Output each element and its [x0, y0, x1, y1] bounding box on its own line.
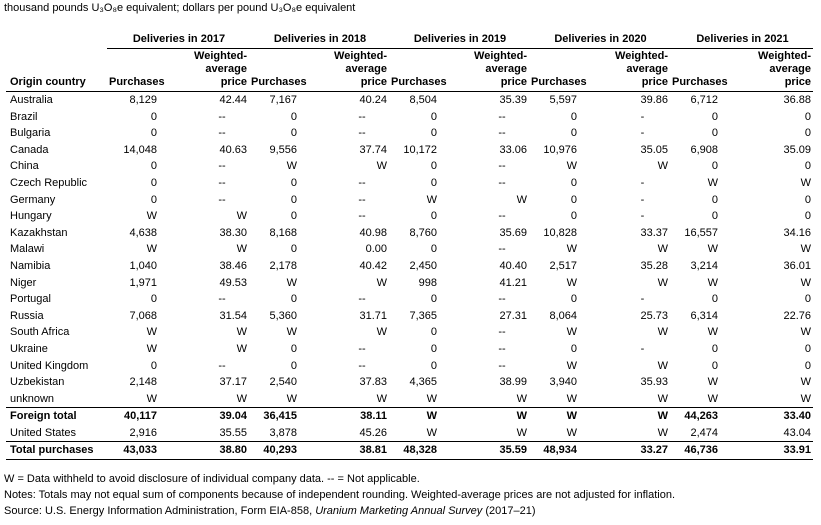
year-header-2021: Deliveries in 2021 [670, 30, 813, 49]
price-cell: 35.28 [640, 259, 668, 272]
purchases-cell: W [146, 392, 157, 405]
price-cell: W [516, 193, 527, 206]
price-cell: W [376, 276, 387, 289]
purchases-cell: W [566, 243, 577, 256]
origin-country-cell: Namibia [10, 259, 51, 272]
purchases-cell: 14,048 [123, 143, 157, 156]
purchases-cell: 0 [570, 210, 577, 223]
origin-country-cell: Australia [10, 94, 53, 106]
purchases-cell: 0 [290, 210, 297, 223]
table-row [6, 92, 813, 109]
table-row [6, 275, 813, 292]
foreign-total-row [6, 408, 813, 425]
price-cell: -- [218, 160, 226, 173]
purchases-cell: W [707, 243, 718, 256]
purchases-cell: 0 [570, 342, 577, 355]
price-cell: 0.00 [365, 243, 387, 256]
purchases-cell: W [707, 176, 718, 189]
price-cell: 41.21 [499, 276, 527, 289]
price-cell: W [800, 176, 811, 189]
price-cell: W [236, 326, 247, 339]
purchases-cell: 36,415 [249, 408, 317, 425]
price-cell: - [640, 193, 645, 206]
price-cell: 31.54 [219, 309, 247, 322]
purchases-cell: 0 [290, 342, 297, 355]
purchases-cell: W [146, 243, 157, 256]
origin-country-cell: Bulgaria [10, 127, 51, 140]
origin-country-cell: United States [10, 426, 77, 439]
year-header-2017: Deliveries in 2017 [107, 30, 249, 49]
weighted-average-price-header: Weighted- average price [597, 49, 670, 92]
weighted-average-price-header: Weighted- average price [738, 49, 813, 92]
price-cell: -- [218, 110, 226, 123]
purchases-cell: 0 [150, 110, 157, 123]
purchases-cell: W [566, 160, 577, 173]
price-cell: 22.76 [783, 309, 811, 322]
purchases-cell: 0 [150, 193, 157, 206]
price-cell: 35.39 [499, 94, 527, 106]
weighted-average-price-header: Weighted- average price [317, 49, 389, 92]
purchases-cell: 8,129 [129, 94, 157, 106]
purchases-cell: 0 [430, 342, 437, 355]
total-purchases-row [6, 442, 813, 460]
table-row [6, 324, 813, 341]
purchases-cell: 16,557 [684, 226, 718, 239]
price-cell: -- [498, 342, 506, 355]
price-cell: 0 [804, 193, 811, 206]
price-cell: W [376, 326, 387, 339]
purchases-cell: 48,328 [389, 442, 457, 460]
purchases-cell: 0 [290, 359, 297, 372]
purchases-header: Purchases [389, 49, 457, 92]
price-cell: 37.74 [359, 143, 387, 156]
purchases-cell: W [707, 376, 718, 389]
purchases-cell: W [389, 408, 457, 425]
purchases-cell: 40,293 [249, 442, 317, 460]
price-cell: -- [358, 359, 366, 372]
price-cell: 0 [804, 210, 811, 223]
units-caption: thousand pounds U₃O₈e equivalent; dollars per pound U₃O₈e equivalent [4, 2, 356, 14]
purchases-cell: 10,976 [543, 143, 577, 156]
purchases-cell: W [566, 426, 577, 439]
price-cell: 35.59 [457, 442, 529, 460]
origin-country-cell: Germany [10, 193, 56, 206]
table-row [6, 391, 813, 408]
price-cell: 0 [804, 160, 811, 173]
price-cell: 0 [804, 127, 811, 140]
price-cell: W [800, 392, 811, 405]
uranium-purchases-table [6, 30, 813, 460]
purchases-cell: W [426, 193, 437, 206]
price-cell: W [376, 392, 387, 405]
table-row [6, 341, 813, 358]
purchases-cell: 46,736 [670, 442, 738, 460]
price-cell: 43.04 [783, 426, 811, 439]
table-row [6, 158, 813, 175]
purchases-cell: 0 [711, 160, 718, 173]
purchases-cell: 0 [150, 176, 157, 189]
purchases-cell: 48,934 [529, 442, 597, 460]
purchases-cell: 5,597 [549, 94, 577, 106]
purchases-cell: 0 [711, 210, 718, 223]
purchases-cell: W [286, 392, 297, 405]
purchases-cell: 0 [711, 342, 718, 355]
price-cell: - [640, 110, 645, 123]
purchases-cell: 0 [711, 359, 718, 372]
price-cell: 40.42 [359, 259, 387, 272]
purchases-cell: 2,474 [690, 426, 718, 439]
purchases-header: Purchases [670, 49, 738, 92]
purchases-cell: 3,878 [269, 426, 297, 439]
price-cell: -- [358, 127, 366, 140]
price-cell: W [457, 408, 529, 425]
year-header-row [6, 30, 813, 49]
price-cell: - [640, 176, 645, 189]
purchases-cell: W [426, 426, 437, 439]
price-cell: 38.11 [317, 408, 389, 425]
price-cell: 38.81 [317, 442, 389, 460]
purchases-cell: 0 [430, 160, 437, 173]
purchases-cell: 998 [418, 276, 437, 289]
price-cell: - [640, 127, 645, 140]
price-cell: W [657, 426, 668, 439]
origin-country-cell: South Africa [10, 326, 70, 339]
origin-country-cell: Ukraine [10, 342, 48, 355]
footnote-withheld: W = Data withheld to avoid disclosure of individual company data. -- = Not applicable. [4, 473, 420, 485]
table-row [6, 241, 813, 258]
origin-country-cell: Hungary [10, 210, 52, 223]
price-cell: 38.46 [219, 259, 247, 272]
purchases-cell: W [566, 392, 577, 405]
purchases-cell: 8,504 [409, 94, 437, 106]
column-header-row [6, 49, 813, 92]
price-cell: 38.80 [177, 442, 249, 460]
purchases-cell: W [529, 408, 597, 425]
purchases-cell: 6,908 [690, 143, 718, 156]
origin-country-cell: China [10, 160, 39, 173]
purchases-cell: W [566, 326, 577, 339]
table-row [6, 225, 813, 242]
price-cell: 35.09 [783, 143, 811, 156]
purchases-cell: 0 [711, 293, 718, 306]
price-cell: -- [498, 110, 506, 123]
purchases-cell: 0 [290, 176, 297, 189]
origin-country-cell: Kazakhstan [10, 226, 68, 239]
price-cell: 37.83 [359, 376, 387, 389]
purchases-cell: 6,314 [690, 309, 718, 322]
purchases-cell: 0 [290, 110, 297, 123]
purchases-cell: 0 [711, 127, 718, 140]
purchases-cell: 0 [290, 127, 297, 140]
price-cell: -- [218, 193, 226, 206]
purchases-cell: 2,540 [269, 376, 297, 389]
price-cell: 39.04 [177, 408, 249, 425]
purchases-cell: 10,828 [543, 226, 577, 239]
origin-country-cell: Uzbekistan [10, 376, 65, 389]
origin-country-cell: Czech Republic [10, 176, 88, 189]
price-cell: 49.53 [219, 276, 247, 289]
price-cell: 0 [804, 359, 811, 372]
price-cell: W [800, 376, 811, 389]
purchases-cell: 7,068 [129, 309, 157, 322]
price-cell: W [657, 359, 668, 372]
purchases-cell: W [707, 276, 718, 289]
purchases-cell: 0 [430, 243, 437, 256]
purchases-cell: W [146, 326, 157, 339]
purchases-cell: 44,263 [670, 408, 738, 425]
purchases-cell: 3,214 [690, 259, 718, 272]
price-cell: - [640, 342, 645, 355]
price-cell: -- [218, 293, 226, 306]
purchases-cell: 1,040 [129, 259, 157, 272]
price-cell: W [236, 342, 247, 355]
purchases-cell: 2,148 [129, 376, 157, 389]
table-row [6, 291, 813, 308]
price-cell: W [800, 276, 811, 289]
weighted-average-price-header: Weighted- average price [457, 49, 529, 92]
purchases-cell: 0 [150, 359, 157, 372]
price-cell: -- [498, 243, 506, 256]
purchases-cell: 0 [570, 176, 577, 189]
purchases-cell: W [707, 392, 718, 405]
price-cell: 25.73 [640, 309, 668, 322]
price-cell: W [516, 426, 527, 439]
purchases-cell: W [146, 210, 157, 223]
purchases-cell: 8,760 [409, 226, 437, 239]
price-cell: 37.17 [219, 376, 247, 389]
purchases-cell: 0 [430, 359, 437, 372]
purchases-cell: 4,638 [129, 226, 157, 239]
price-cell: 33.27 [597, 442, 670, 460]
price-cell: 27.31 [499, 309, 527, 322]
price-cell: -- [498, 359, 506, 372]
purchases-header: Purchases [107, 49, 177, 92]
price-cell: W [597, 408, 670, 425]
purchases-cell: 0 [570, 193, 577, 206]
price-cell: -- [358, 176, 366, 189]
purchases-cell: 0 [430, 293, 437, 306]
origin-country-cell: Malawi [10, 243, 45, 256]
price-cell: -- [358, 110, 366, 123]
price-cell: 45.26 [359, 426, 387, 439]
purchases-cell: 0 [570, 127, 577, 140]
year-header-2019: Deliveries in 2019 [389, 30, 529, 49]
table-row [6, 358, 813, 375]
price-cell: -- [498, 326, 506, 339]
purchases-cell: 0 [150, 127, 157, 140]
purchases-cell: 0 [430, 176, 437, 189]
price-cell: -- [218, 176, 226, 189]
origin-country-cell: unknown [10, 392, 55, 405]
origin-country-cell: Russia [10, 309, 44, 322]
purchases-cell: 0 [430, 326, 437, 339]
price-cell: -- [358, 193, 366, 206]
year-header-2020: Deliveries in 2020 [529, 30, 670, 49]
table-row [6, 258, 813, 275]
purchases-cell: 0 [150, 160, 157, 173]
purchases-cell: W [707, 326, 718, 339]
purchases-cell: 0 [430, 110, 437, 123]
price-cell: 0 [804, 293, 811, 306]
purchases-cell: W [566, 359, 577, 372]
purchases-cell: 0 [570, 293, 577, 306]
price-cell: -- [358, 293, 366, 306]
price-cell: 0 [804, 110, 811, 123]
purchases-cell: 8,168 [269, 226, 297, 239]
price-cell: 35.69 [499, 226, 527, 239]
price-cell: W [236, 210, 247, 223]
purchases-cell: 2,916 [129, 426, 157, 439]
origin-country-header: Origin country [6, 49, 107, 92]
price-cell: 33.91 [738, 442, 813, 460]
purchases-cell: 0 [570, 110, 577, 123]
united-states-row [6, 425, 813, 442]
price-cell: 36.88 [783, 94, 811, 106]
purchases-cell: 2,178 [269, 259, 297, 272]
price-cell: -- [498, 210, 506, 223]
price-cell: 42.44 [219, 94, 247, 106]
table-row [6, 374, 813, 391]
footnote-source: Source: U.S. Energy Information Administration, Form EIA-858, Uranium Marketing Annual Survey (2017–21) [4, 505, 536, 517]
price-cell: 40.98 [359, 226, 387, 239]
purchases-cell: 2,517 [549, 259, 577, 272]
purchases-cell: W [286, 276, 297, 289]
price-cell: -- [358, 342, 366, 355]
purchases-cell: 4,365 [409, 376, 437, 389]
purchases-cell: 0 [711, 110, 718, 123]
year-header-2018: Deliveries in 2018 [249, 30, 389, 49]
purchases-cell: 0 [430, 127, 437, 140]
price-cell: 39.86 [640, 94, 668, 106]
price-cell: 34.16 [783, 226, 811, 239]
purchases-header: Purchases [529, 49, 597, 92]
weighted-average-price-header: Weighted- average price [177, 49, 249, 92]
origin-country-cell: Portugal [10, 293, 51, 306]
origin-country-cell: Foreign total [6, 408, 107, 425]
origin-country-cell: Canada [10, 143, 49, 156]
price-cell: -- [498, 127, 506, 140]
purchases-cell: 2,450 [409, 259, 437, 272]
price-cell: W [236, 392, 247, 405]
purchases-cell: W [286, 160, 297, 173]
table-row [6, 175, 813, 192]
purchases-cell: 5,360 [269, 309, 297, 322]
price-cell: -- [358, 210, 366, 223]
purchases-cell: 8,064 [549, 309, 577, 322]
price-cell: 40.63 [219, 143, 247, 156]
table-row [6, 208, 813, 225]
origin-country-cell: Total purchases [6, 442, 107, 460]
purchases-cell: 0 [290, 293, 297, 306]
price-cell: 35.55 [219, 426, 247, 439]
purchases-cell: 3,940 [549, 376, 577, 389]
price-cell: - [640, 210, 645, 223]
purchases-cell: W [566, 276, 577, 289]
price-cell: 36.01 [783, 259, 811, 272]
price-cell: - [640, 293, 645, 306]
table-body [6, 92, 813, 460]
price-cell: W [657, 326, 668, 339]
price-cell: 40.40 [499, 259, 527, 272]
purchases-cell: 40,117 [107, 408, 177, 425]
price-cell: 40.24 [359, 94, 387, 106]
price-cell: W [800, 326, 811, 339]
table-row [6, 192, 813, 209]
purchases-cell: 7,167 [269, 94, 297, 106]
purchases-cell: 7,365 [409, 309, 437, 322]
price-cell: W [236, 243, 247, 256]
price-cell: 33.37 [640, 226, 668, 239]
price-cell: 38.30 [219, 226, 247, 239]
purchases-cell: 1,971 [129, 276, 157, 289]
price-cell: W [800, 243, 811, 256]
price-cell: 0 [804, 342, 811, 355]
price-cell: 35.93 [640, 376, 668, 389]
table-row [6, 142, 813, 159]
table-row [6, 109, 813, 126]
purchases-cell: W [426, 392, 437, 405]
origin-country-cell: Brazil [10, 110, 38, 123]
table-row [6, 125, 813, 142]
purchases-cell: 6,712 [690, 94, 718, 106]
purchases-cell: 10,172 [403, 143, 437, 156]
purchases-header: Purchases [249, 49, 317, 92]
table-row [6, 308, 813, 325]
price-cell: W [516, 392, 527, 405]
purchases-cell: 9,556 [269, 143, 297, 156]
price-cell: -- [498, 293, 506, 306]
price-cell: W [657, 392, 668, 405]
purchases-cell: 0 [430, 210, 437, 223]
price-cell: 38.99 [499, 376, 527, 389]
price-cell: W [657, 160, 668, 173]
purchases-cell: 0 [711, 193, 718, 206]
purchases-cell: W [146, 342, 157, 355]
origin-country-cell: Niger [10, 276, 37, 289]
purchases-cell: 43,033 [107, 442, 177, 460]
purchases-cell: 0 [290, 193, 297, 206]
purchases-cell: 0 [150, 293, 157, 306]
purchases-cell: 0 [290, 243, 297, 256]
footnotes [4, 471, 675, 519]
price-cell: W [376, 160, 387, 173]
price-cell: 33.06 [499, 143, 527, 156]
price-cell: 33.40 [738, 408, 813, 425]
price-cell: -- [218, 127, 226, 140]
price-cell: W [657, 243, 668, 256]
price-cell: 31.71 [359, 309, 387, 322]
price-cell: -- [498, 160, 506, 173]
price-cell: W [657, 276, 668, 289]
footnote-notes: Notes: Totals may not equal sum of components because of independent rounding. Weighted-average prices are not adjusted for inflation. [4, 489, 676, 501]
price-cell: -- [498, 176, 506, 189]
price-cell: 35.05 [640, 143, 668, 156]
origin-country-cell: United Kingdom [10, 359, 89, 372]
purchases-cell: W [286, 326, 297, 339]
price-cell: -- [218, 359, 226, 372]
